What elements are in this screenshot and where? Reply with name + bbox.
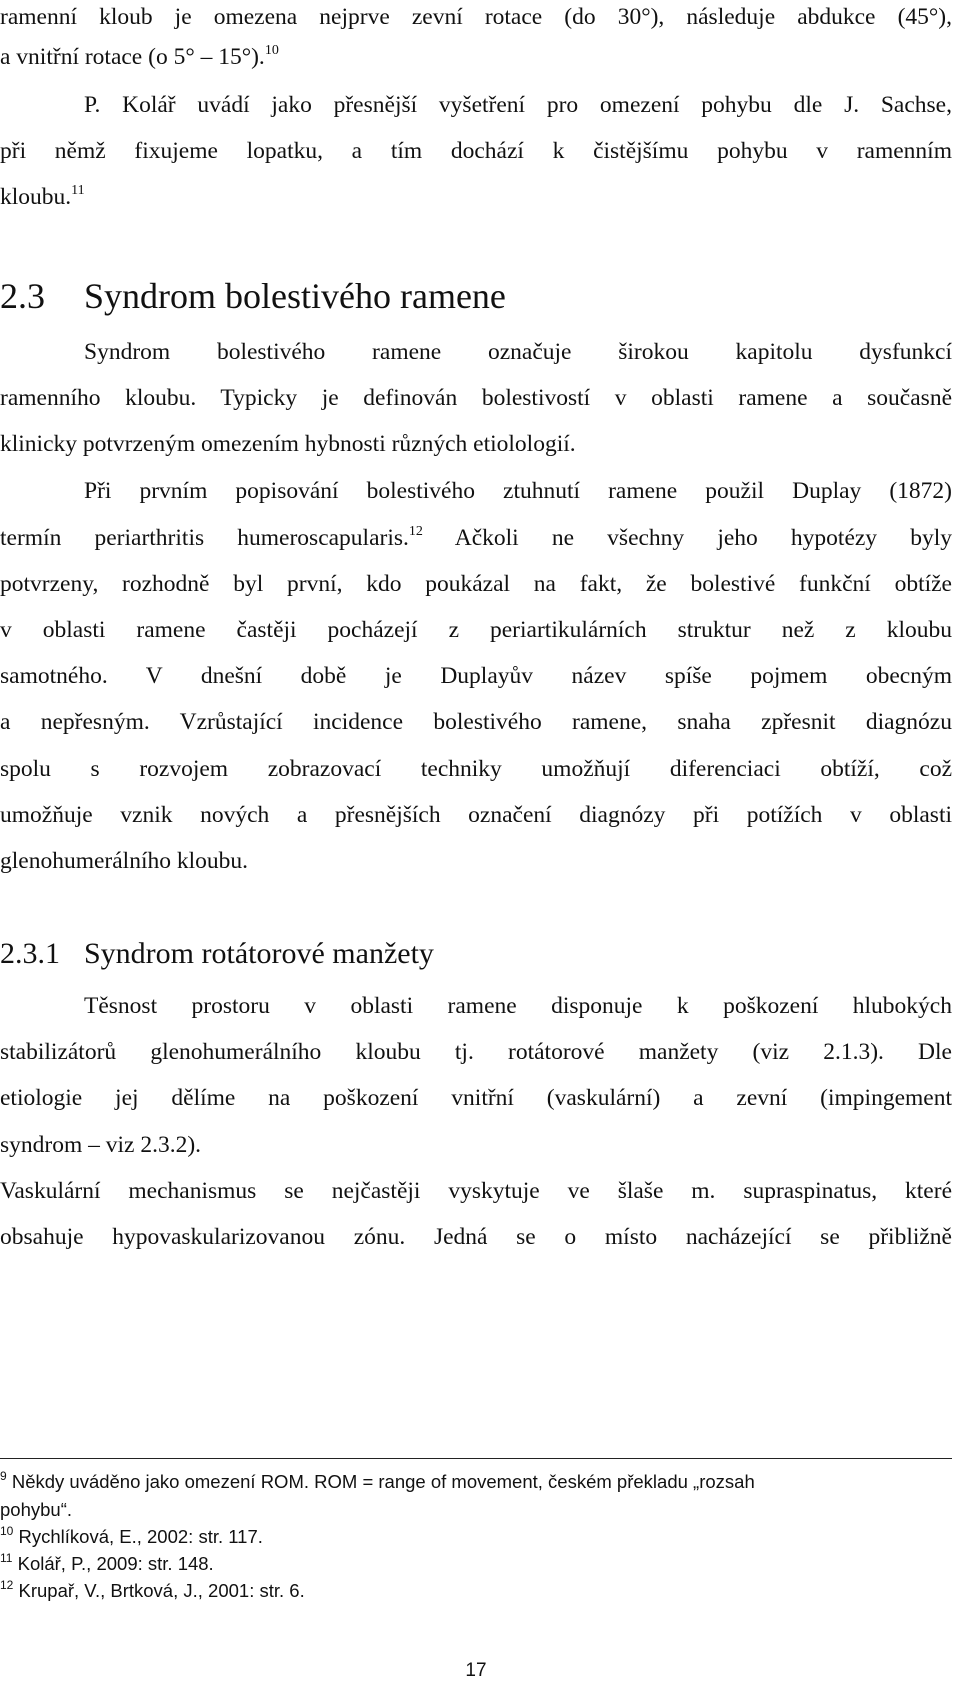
page-number: 17 <box>465 1660 487 1681</box>
footnote <box>0 1579 952 1605</box>
body-line <box>0 1222 952 1252</box>
section-number: 2.3.1 <box>0 937 60 970</box>
footnote-text: Kolář, P., 2009: str. 148. <box>17 1553 214 1574</box>
text: kloubu. <box>0 184 72 210</box>
footnote-continuation <box>0 1498 952 1522</box>
text: potvrzeny, rozhodně byl první, kdo poukázal na fakt, že bolestivé funkční obtíže <box>0 571 952 597</box>
text: glenohumerálního kloubu. <box>0 848 249 874</box>
body-line <box>0 1176 952 1206</box>
text: obsahuje hypovaskularizovanou zónu. Jedná se o místo nacházející se přibližně <box>0 1224 952 1250</box>
footnote-number: 9 <box>0 1469 7 1483</box>
text: a vnitřní rotace (o 5° – 15°). <box>0 44 265 70</box>
body-line <box>0 569 952 599</box>
footnote-number: 11 <box>0 1551 13 1565</box>
body-line <box>0 800 952 830</box>
text: ramenní kloub je omezena nejprve zevní rotace (do 30°), následuje abdukce (45°), <box>0 4 952 30</box>
text: Vaskulární mechanismus se nejčastěji vyskytuje ve šlaše m. supraspinatus, které <box>0 1178 952 1204</box>
subsection-heading <box>0 935 434 973</box>
text: Ačkoli ne všechny jeho hypotézy byly <box>422 525 952 551</box>
body-line <box>0 42 952 76</box>
footnote <box>0 1470 952 1496</box>
text: v oblasti ramene častěji pocházejí z periartikulárních struktur než z kloubu <box>0 617 952 643</box>
text: etiologie jej dělíme na poškození vnitřní (vaskulární) a zevní (impingement <box>0 1085 952 1111</box>
section-title: Syndrom rotátorové manžety <box>84 937 434 970</box>
text: Těsnost prostoru v oblasti ramene disponuje k poškození hlubokých <box>84 993 952 1019</box>
text: při němž fixujeme lopatku, a tím dochází k čistějšímu pohybu v ramenním <box>0 138 952 164</box>
body-line <box>0 846 952 876</box>
footnote-text: Rychlíková, E., 2002: str. 117. <box>18 1526 263 1547</box>
text: samotného. V dnešní době je Duplayův název spíše pojmem obecným <box>0 663 952 689</box>
text: ramenního kloubu. Typicky je definován bolestivostí v oblasti ramene a současně <box>0 385 952 411</box>
body-line <box>0 383 952 413</box>
body-line <box>0 2 952 32</box>
body-line <box>84 90 952 120</box>
footnote-text: pohybu“. <box>0 1499 72 1520</box>
footnote-number: 12 <box>0 1578 14 1592</box>
text: a nepřesným. Vzrůstající incidence bolestivého ramene, snaha zpřesnit diagnózu <box>0 709 952 735</box>
footnote-ref: 11 <box>71 183 85 198</box>
text: spolu s rozvojem zobrazovací techniky umožňují diferenciaci obtíží, což <box>0 756 952 782</box>
footnote-text: Krupař, V., Brtková, J., 2001: str. 6. <box>18 1580 305 1601</box>
body-line <box>0 1037 952 1067</box>
body-line <box>0 754 952 784</box>
body-line <box>0 661 952 691</box>
body-line <box>0 136 952 166</box>
section-number: 2.3 <box>0 276 45 316</box>
text: klinicky potvrzeným omezením hybnosti různých etiolologií. <box>0 431 576 457</box>
body-line <box>0 1130 952 1160</box>
text: Syndrom bolestivého ramene označuje širokou kapitolu dysfunkcí <box>84 339 952 365</box>
footnote-ref: 10 <box>264 43 279 58</box>
body-line <box>0 182 952 216</box>
text: umožňuje vznik nových a přesnějších označení diagnózy při potížích v oblasti <box>0 802 952 828</box>
body-line <box>84 991 952 1021</box>
footnote-divider <box>0 1458 952 1459</box>
body-line <box>0 615 952 645</box>
footnote-number: 10 <box>0 1524 14 1538</box>
footnote <box>0 1552 952 1578</box>
text: stabilizátorů glenohumerálního kloubu tj. rotátorové manžety (viz 2.1.3). Dle <box>0 1039 952 1065</box>
body-line <box>0 1083 952 1113</box>
footnote <box>0 1525 952 1551</box>
body-line <box>84 337 952 367</box>
footnote-ref: 12 <box>408 524 423 539</box>
text: Při prvním popisování bolestivého ztuhnutí ramene použil Duplay (1872) <box>84 478 952 504</box>
section-heading <box>0 274 506 318</box>
body-line <box>0 707 952 737</box>
body-line <box>0 523 952 557</box>
text: syndrom – viz 2.3.2). <box>0 1132 202 1158</box>
text: termín periarthritis humeroscapularis. <box>0 525 409 551</box>
body-line <box>84 476 952 506</box>
text: P. Kolář uvádí jako přesnější vyšetření pro omezení pohybu dle J. Sachse, <box>84 92 952 118</box>
section-title: Syndrom bolestivého ramene <box>84 276 506 316</box>
footnote-text: Někdy uváděno jako omezení ROM. ROM = range of movement, českém překladu „rozsah <box>11 1471 755 1492</box>
body-line <box>0 429 952 459</box>
